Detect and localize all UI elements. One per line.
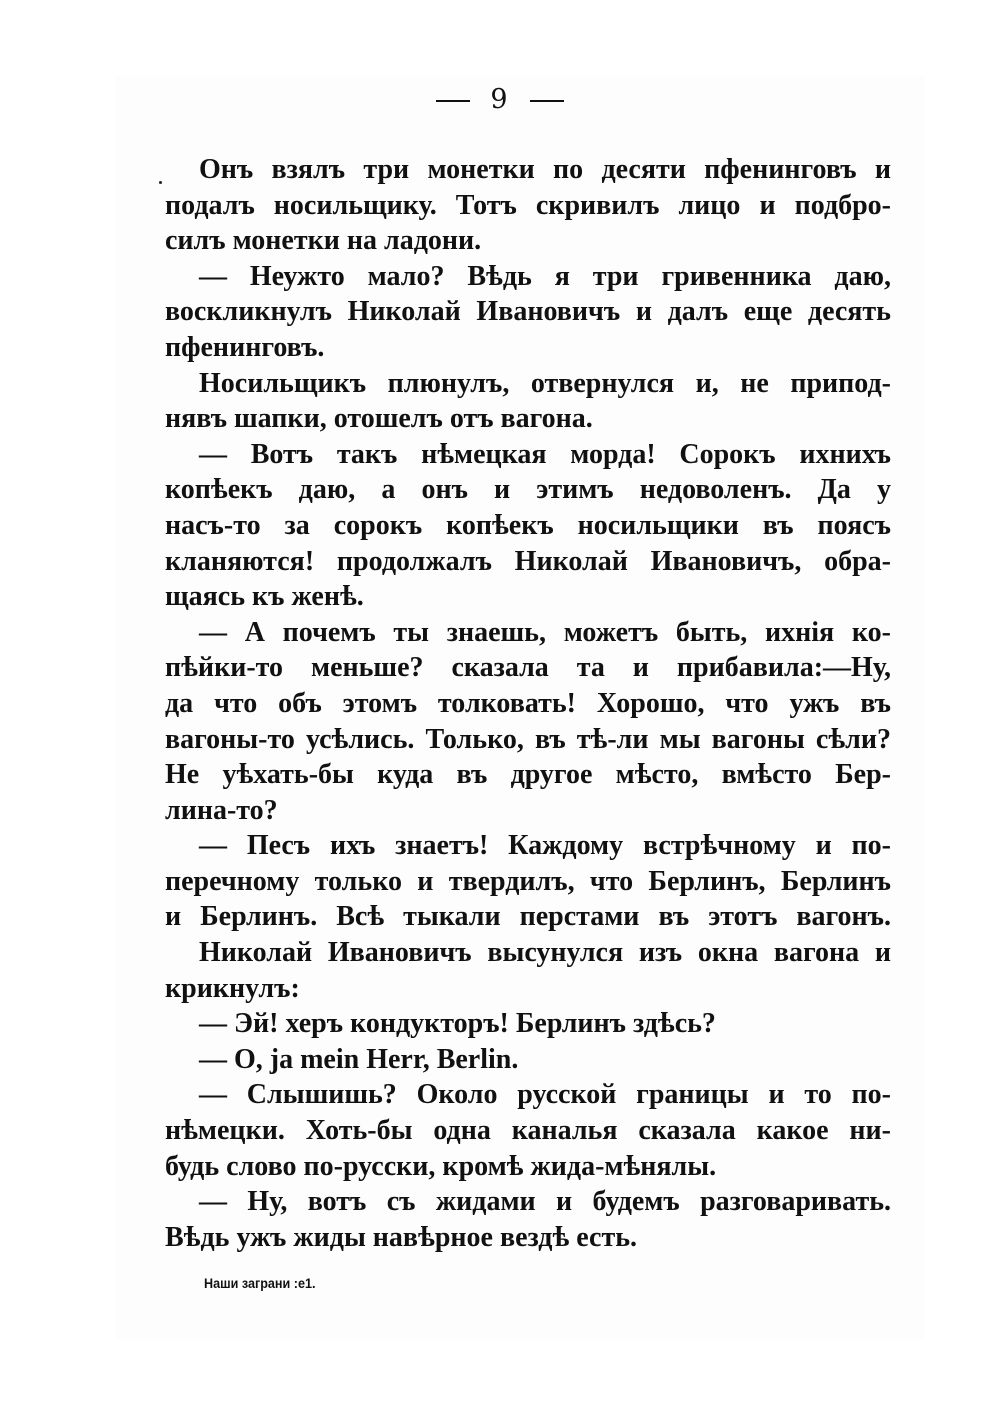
- text-line: Николай Ивановичъ высунулся изъ окна вагона и: [199, 937, 891, 969]
- text-line: — Эй! херъ кондукторъ! Берлинъ здѣсь?: [199, 1008, 716, 1040]
- text-line: перечному только и твердилъ, что Берлинъ, Берлинъ: [165, 865, 891, 897]
- page-number-header: [0, 84, 1000, 115]
- text-line: Онъ взялъ три монетки по десяти пфенинговъ и: [199, 154, 891, 185]
- text-line: вагоны-то усѣлись. Только, въ тѣ-ли мы вагоны сѣли?: [165, 723, 891, 755]
- text-line: нѣмецки. Хоть-бы одна каналья сказала какое ни-: [165, 1115, 891, 1147]
- text-line: нявъ шапки, отошелъ отъ вагона.: [165, 403, 593, 435]
- text-line: крикнулъ:: [165, 972, 300, 1004]
- text-line: пфенинговъ.: [165, 331, 325, 363]
- text-line: да что объ этомъ толковать! Хорошо, что ужъ въ: [165, 687, 891, 719]
- text-line: Носильщикъ плюнулъ, отвернулся и, не припод-: [199, 367, 891, 399]
- text-line: Не уѣхать-бы куда въ другое мѣсто, вмѣсто Бер-: [165, 759, 891, 791]
- body-text: [165, 152, 891, 1255]
- left-dash: [436, 100, 470, 102]
- text-line: подалъ носильщику. Тотъ скривилъ лицо и подбро-: [165, 189, 891, 221]
- text-line: силъ монетки на ладони.: [165, 225, 482, 257]
- text-line: щаясь къ женѣ.: [165, 581, 364, 613]
- text-line: — O, ja mein Herr, Berlin.: [199, 1043, 519, 1075]
- text-line: воскликнулъ Николай Ивановичъ и далъ еще десять: [165, 296, 891, 328]
- scan-speck: [159, 181, 162, 184]
- text-line: — Неужто мало? Вѣдь я три гривенника даю,: [199, 260, 891, 292]
- text-line: — Песъ ихъ знаетъ! Каждому встрѣчному и по-: [199, 830, 891, 862]
- page-number: 9: [490, 84, 510, 115]
- text-line: Вѣдь ужъ жиды навѣрное вездѣ есть.: [165, 1221, 638, 1253]
- text-line: насъ-то за сорокъ копѣекъ носильщики въ поясъ: [165, 509, 891, 541]
- text-line: будь слово по-русски, кромѣ жида-мѣнялы.: [165, 1150, 717, 1182]
- text-line: пѣйки-то меньше? сказала та и прибавила:—Ну,: [165, 652, 891, 684]
- text-line: — Ну, вотъ съ жидами и будемъ разговаривать.: [199, 1186, 891, 1218]
- signature-mark: Наши заграни :е1.: [204, 1275, 316, 1291]
- right-dash: [530, 100, 564, 102]
- text-line: кланяются! продолжалъ Николай Ивановичъ, обра-: [165, 545, 891, 577]
- text-line: — Вотъ такъ нѣмецкая морда! Сорокъ ихнихъ: [199, 438, 891, 470]
- text-line: и Берлинъ. Всѣ тыкали перстами въ этотъ вагонъ.: [165, 901, 891, 933]
- text-line: копѣекъ даю, а онъ и этимъ недоволенъ. Да у: [165, 474, 891, 506]
- text-line: лина-то?: [165, 794, 278, 826]
- text-line: — Слышишь? Около русской границы и то по-: [199, 1079, 891, 1111]
- text-line: — А почемъ ты знаешь, можетъ быть, ихнія ко-: [199, 616, 891, 648]
